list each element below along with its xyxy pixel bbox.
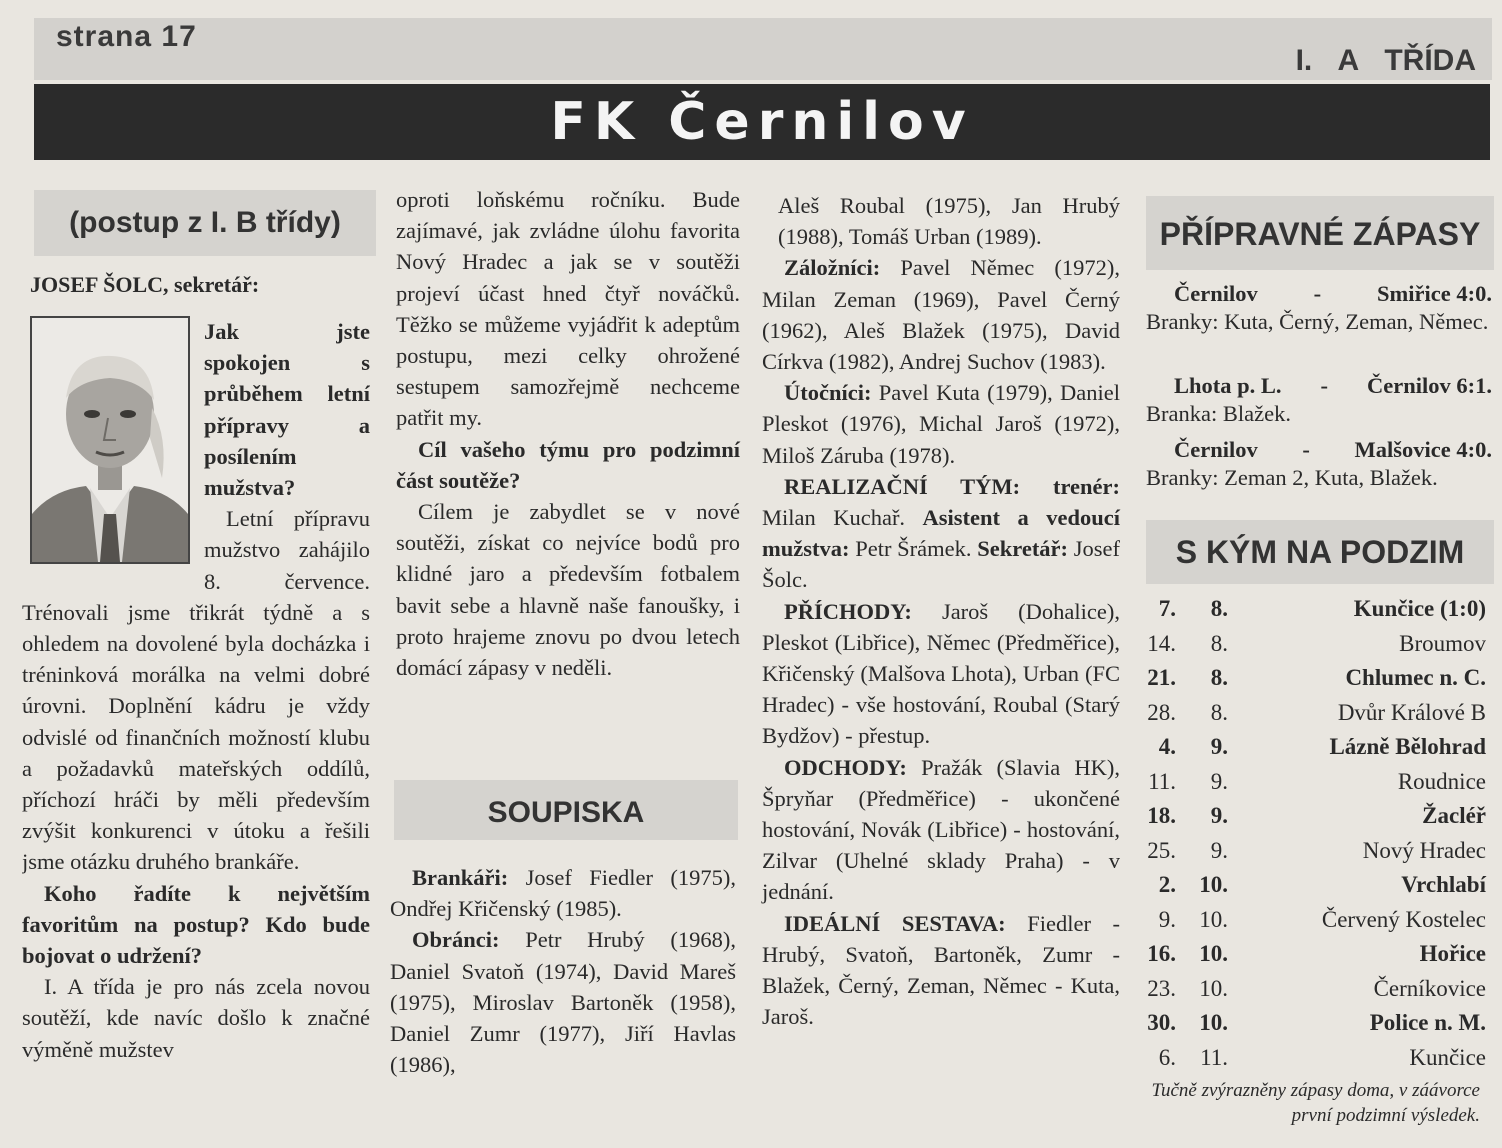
roster-heading: SOUPISKA <box>394 780 738 840</box>
schedule-day: 28. <box>1147 699 1176 725</box>
schedule-month: 9. <box>1210 768 1228 794</box>
schedule-opponent: Kunčice (1:0) <box>1353 596 1486 621</box>
forwards-label: Útočníci: <box>784 380 872 406</box>
schedule-month: 9. <box>1210 803 1228 828</box>
schedule-day: 25. <box>1147 837 1176 863</box>
column-1-text <box>22 316 370 1106</box>
a2-continued: oproti loňskému ročníku. Bude zajímavé, jak zvládne úlohu favorita Nový Hradec a jak se v soutěži projeví účast hned čtyř nováčků. Těžko se můžeme vyjádřit k adeptům postupu, mezi celky ohrožené sestupem samozřejmě nechceme patřit my. <box>396 187 740 431</box>
schedule-opponent: Žacléř <box>1422 803 1486 828</box>
schedule-opponent: Červený Kostelec <box>1321 906 1486 932</box>
defenders: Petr Hrubý (1968), Daniel Svatoň (1974), David Mareš (1975), Miroslav Bartoněk (1958), Daniel Zumr (1977), Jiří Havlas (1986), <box>390 927 736 1078</box>
secretary: Josef Šolc. <box>762 536 1121 593</box>
scorers: Branky: Kuta, Černý, Zeman, Němec. <box>1146 309 1489 334</box>
article-title: FK Černilov <box>34 84 1490 160</box>
schedule-month: 9. <box>1210 734 1228 759</box>
arrivals-label: PŘÍCHODY: <box>784 598 912 624</box>
schedule-row <box>1140 903 1486 938</box>
home-team: Černilov <box>1174 281 1258 306</box>
schedule-row <box>1140 730 1486 765</box>
schedule-opponent: Broumov <box>1399 630 1486 656</box>
page-number: strana 17 <box>56 20 197 53</box>
author-byline: JOSEF ŠOLC, sekretář: <box>30 272 260 297</box>
a2-text: I. A třída je pro nás zcela novou soutěží, kde navíc došlo k značné výměně mužstev <box>22 974 370 1062</box>
arrivals: Jaroš (Dohalice), Pleskot (Libřice), Němec (Předměřice), Křičenský (Malšova Lhota), Urban (FC Hradec) - vše hostování, Roubal (Starý Bydžov) - přestup. <box>762 598 1120 749</box>
schedule-day: 21. <box>1147 665 1176 690</box>
schedule-day: 9. <box>1158 906 1176 932</box>
away-team-score: Černilov 6:1. <box>1367 373 1492 398</box>
column-2-text <box>396 184 740 683</box>
goalkeepers-label: Brankáři: <box>412 865 509 890</box>
schedule-month: 10. <box>1199 1010 1228 1035</box>
schedule-day: 23. <box>1147 975 1176 1001</box>
schedule-list <box>1140 592 1486 1075</box>
schedule-row <box>1140 765 1486 800</box>
schedule-row <box>1140 592 1486 627</box>
league-label: I. A TŘÍDA <box>1295 44 1476 77</box>
departures: Pražák (Slavia HK), Špryňar (Předměřice) - ukončené hostování, Novák (Libřice) - hostování, Zilvar (Uhelné sklady Praha) - v jednání. <box>762 754 1120 905</box>
schedule-day: 30. <box>1147 1010 1176 1035</box>
schedule-day: 4. <box>1158 734 1176 759</box>
schedule-opponent: Chlumec n. C. <box>1345 665 1486 690</box>
schedule-opponent: Hořice <box>1419 941 1486 966</box>
schedule-month: 8. <box>1210 699 1228 725</box>
schedule-day: 6. <box>1158 1044 1176 1070</box>
schedule-row <box>1140 937 1486 972</box>
away-team-score: Malšovice 4:0. <box>1354 437 1492 462</box>
ideal-lineup: Fiedler - Hrubý, Svatoň, Bartoněk, Zumr - Blažek, Černý, Zeman, Němec - Kuta, Jaroš. <box>762 910 1120 1030</box>
schedule-row <box>1140 1041 1486 1076</box>
schedule-opponent: Kunčice <box>1409 1044 1486 1070</box>
goalkeepers: Josef Fiedler (1975), Ondřej Křičenský (1985). <box>390 865 737 922</box>
ideal-lineup-label: IDEÁLNÍ SESTAVA: <box>784 910 1006 936</box>
friendly-match <box>1146 372 1492 428</box>
home-team: Černilov <box>1174 437 1258 462</box>
header-bar <box>34 18 1492 80</box>
schedule-row <box>1140 696 1486 731</box>
away-team-score: Smiřice 4:0. <box>1377 281 1492 306</box>
defenders-label: Obránci: <box>412 927 500 953</box>
schedule-heading: S KÝM NA PODZIM <box>1146 520 1494 584</box>
photo-float <box>22 316 204 566</box>
schedule-month: 10. <box>1199 906 1228 932</box>
column-3-text <box>762 190 1120 1032</box>
schedule-day: 7. <box>1158 596 1176 621</box>
assistant: Petr Šrámek. <box>855 536 972 562</box>
defenders-continued: Aleš Roubal (1975), Jan Hrubý (1988), Tomáš Urban (1989). <box>778 193 1120 250</box>
schedule-month: 8. <box>1210 665 1228 690</box>
schedule-opponent: Roudnice <box>1397 768 1486 794</box>
assistant-label: Asistent a vedoucí mužstva: <box>762 505 1120 562</box>
dash: - <box>1313 281 1322 306</box>
a1-text: Letní přípravu mužstvo zahájilo 8. července. Trénovali jsme třikrát týdně a s ohledem na dovolené byla docházka i tréninková morálka na velmi dobré úrovni. Doplnění kádru je vždy odvislé od finančních možností klubu a požadavků mateřských oddílů, příchozí hráči by měli především zvýšit konkurenci v útoku a řešili jsme otázku druhého brankáře. <box>22 506 370 875</box>
a3-text: Cílem je zabydlet se v nové soutěži, získat co nejvíce bodů pro klidné jaro a především fotbalem bavit sebe a hlavně naše fanoušky, i proto hrajeme znovu po dvou letech domácí zápasy v neděli. <box>396 499 740 681</box>
friendly-match <box>1146 280 1492 336</box>
schedule-opponent: Police n. M. <box>1369 1010 1486 1035</box>
schedule-month: 10. <box>1199 975 1228 1001</box>
coach: Milan Kuchař. <box>762 505 906 531</box>
schedule-row <box>1140 868 1486 903</box>
q2-text: Koho řadíte k největším favoritům na postup? Kdo bude bojovat o udržení? <box>22 880 370 969</box>
staff-label: REALIZAČNÍ TÝM: trenér: <box>784 473 1120 499</box>
schedule-month: 8. <box>1210 596 1228 621</box>
schedule-day: 14. <box>1147 630 1176 656</box>
schedule-month: 9. <box>1210 837 1228 863</box>
article-subtitle: (postup z I. B třídy) <box>34 190 376 256</box>
schedule-row <box>1140 627 1486 662</box>
schedule-opponent: Černíkovice <box>1373 975 1486 1001</box>
schedule-row <box>1140 661 1486 696</box>
schedule-note: Tučně zvýrazněny zápasy doma, v záávorce první podzimní výsledek. <box>1151 1080 1480 1126</box>
dash: - <box>1320 373 1329 398</box>
roster-text <box>390 862 736 1080</box>
schedule-row <box>1140 834 1486 869</box>
home-team: Lhota p. L. <box>1174 373 1282 398</box>
schedule-day: 18. <box>1147 803 1176 828</box>
scorers: Branka: Blažek. <box>1146 401 1291 426</box>
schedule-month: 10. <box>1199 941 1228 966</box>
forwards: Pavel Kuta (1979), Daniel Pleskot (1976), Michal Jaroš (1972), Miloš Záruba (1978). <box>762 380 1121 468</box>
schedule-month: 8. <box>1210 630 1228 656</box>
schedule-month: 11. <box>1200 1044 1228 1070</box>
departures-label: ODCHODY: <box>784 754 907 780</box>
schedule-day: 2. <box>1158 872 1176 897</box>
friendlies-heading: PŘÍPRAVNÉ ZÁPASY <box>1146 196 1494 270</box>
q3-text: Cíl vašeho týmu pro podzimní část soutěže? <box>396 436 740 493</box>
schedule-opponent: Vrchlabí <box>1401 872 1486 897</box>
schedule-month: 10. <box>1199 872 1228 897</box>
schedule-row <box>1140 799 1486 834</box>
scorers: Branky: Zeman 2, Kuta, Blažek. <box>1146 465 1438 490</box>
schedule-opponent: Dvůr Králové B <box>1337 699 1486 725</box>
dash: - <box>1302 437 1310 462</box>
schedule-row <box>1140 1006 1486 1041</box>
schedule-day: 16. <box>1147 941 1176 966</box>
friendly-match <box>1146 436 1492 492</box>
schedule-opponent: Lázně Bělohrad <box>1329 734 1486 759</box>
secretary-label: Sekretář: <box>977 536 1069 562</box>
schedule-row <box>1140 972 1486 1007</box>
schedule-day: 11. <box>1148 768 1176 794</box>
schedule-opponent: Nový Hradec <box>1362 837 1486 863</box>
q1-text: Jak jste spokojen s průběhem letní přípravy a posílením mužstva? <box>204 319 370 501</box>
midfielders: Pavel Němec (1972), Milan Zeman (1969), Pavel Černý (1962), Aleš Blažek (1975), David Církva (1982), Andrej Suchov (1983). <box>762 255 1121 375</box>
midfielders-label: Záložníci: <box>784 255 881 281</box>
